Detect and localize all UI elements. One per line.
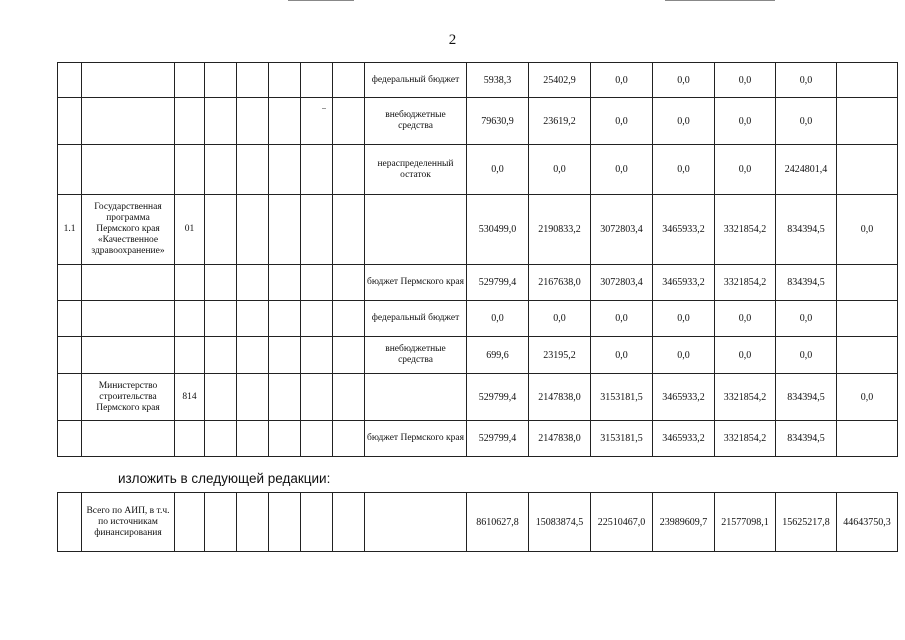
funding-source-cell [365,374,467,421]
empty-cell [301,421,333,457]
row-number-cell [58,374,82,421]
budget-table-top [57,62,898,457]
object-name-cell [82,98,175,145]
empty-cell [237,374,269,421]
value-cell: 0,0 [591,63,653,98]
value-cell [837,145,898,195]
empty-cell [205,337,237,374]
value-cell: 0,0 [776,98,837,145]
empty-cell [333,374,365,421]
empty-cell [301,98,333,145]
value-cell: 23195,2 [529,337,591,374]
empty-cell [205,98,237,145]
row-number-cell: 1.1 [58,195,82,265]
funding-source-cell: нераспределенный остаток [365,145,467,195]
empty-cell [237,98,269,145]
empty-cell [301,145,333,195]
value-cell: 25402,9 [529,63,591,98]
empty-cell [301,337,333,374]
row-number-cell [58,265,82,301]
value-cell: 0,0 [653,301,715,337]
empty-cell [269,337,301,374]
value-cell [837,301,898,337]
value-cell: 0,0 [529,145,591,195]
row-number-cell [58,145,82,195]
value-cell: 0,0 [591,145,653,195]
value-cell: 3465933,2 [653,195,715,265]
empty-cell [205,301,237,337]
empty-cell [205,63,237,98]
value-cell: 0,0 [715,63,776,98]
object-name-cell [82,337,175,374]
empty-cell [269,374,301,421]
empty-cell [269,63,301,98]
value-cell: 834394,5 [776,195,837,265]
code-cell [175,301,205,337]
empty-cell [269,265,301,301]
table-row [58,63,898,98]
table-top-body [58,63,898,457]
value-cell: 0,0 [776,337,837,374]
value-cell [837,337,898,374]
subheading: изложить в следующей редакции: [118,471,331,486]
value-cell: 0,0 [837,195,898,265]
empty-cell [237,265,269,301]
funding-source-cell: бюджет Пермского края [365,265,467,301]
value-cell: 0,0 [715,98,776,145]
empty-cell [237,337,269,374]
value-cell: 3465933,2 [653,265,715,301]
funding-source-cell [365,493,467,552]
value-cell: 23989609,7 [653,493,715,552]
value-cell: 0,0 [467,145,529,195]
value-cell: 79630,9 [467,98,529,145]
value-cell: 22510467,0 [591,493,653,552]
value-cell: 530499,0 [467,195,529,265]
empty-cell [333,195,365,265]
value-cell: 3465933,2 [653,421,715,457]
value-cell: 23619,2 [529,98,591,145]
empty-cell [205,421,237,457]
value-cell: 3072803,4 [591,265,653,301]
empty-cell [237,145,269,195]
top-rule-right [665,0,775,1]
table-row [58,195,898,265]
code-cell [175,493,205,552]
empty-cell [333,265,365,301]
value-cell: 3321854,2 [715,421,776,457]
empty-cell [237,421,269,457]
table-row [58,265,898,301]
page-number: 2 [448,32,457,48]
object-name-cell: Государственная программа Пермского края «Качественное здравоохранение» [82,195,175,265]
value-cell: 0,0 [715,337,776,374]
table-row [58,421,898,457]
value-cell: 2147838,0 [529,421,591,457]
row-number-cell [58,301,82,337]
value-cell: 15083874,5 [529,493,591,552]
table-bottom-body [58,493,898,552]
code-cell [175,421,205,457]
value-cell: 0,0 [776,301,837,337]
empty-cell [333,301,365,337]
row-number-cell [58,98,82,145]
value-cell: 699,6 [467,337,529,374]
value-cell: 8610627,8 [467,493,529,552]
value-cell: 3465933,2 [653,374,715,421]
value-cell: 2167638,0 [529,265,591,301]
empty-cell [237,63,269,98]
empty-cell [237,195,269,265]
value-cell: 0,0 [467,301,529,337]
value-cell: 0,0 [591,98,653,145]
table-row [58,493,898,552]
table-row [58,98,898,145]
value-cell [837,63,898,98]
object-name-cell [82,265,175,301]
value-cell: 0,0 [529,301,591,337]
value-cell: 3153181,5 [591,374,653,421]
empty-cell [333,98,365,145]
empty-cell [301,493,333,552]
value-cell: 0,0 [776,63,837,98]
value-cell: 2190833,2 [529,195,591,265]
empty-cell [301,195,333,265]
table-row [58,374,898,421]
empty-cell [301,265,333,301]
object-name-cell [82,301,175,337]
value-cell: 0,0 [653,98,715,145]
budget-table-bottom [57,492,898,552]
funding-source-cell: бюджет Пермского края [365,421,467,457]
value-cell: 529799,4 [467,421,529,457]
value-cell [837,98,898,145]
code-cell: 814 [175,374,205,421]
empty-cell [269,195,301,265]
code-cell [175,98,205,145]
empty-cell [333,145,365,195]
empty-cell [301,374,333,421]
value-cell: 21577098,1 [715,493,776,552]
code-cell [175,145,205,195]
value-cell: 529799,4 [467,374,529,421]
empty-cell [237,301,269,337]
code-cell [175,337,205,374]
row-number-cell [58,337,82,374]
top-rule-left [288,0,354,1]
value-cell: 15625217,8 [776,493,837,552]
empty-cell [301,301,333,337]
funding-source-cell: федеральный бюджет [365,301,467,337]
object-name-cell: Министерство строительства Пермского края [82,374,175,421]
value-cell: 0,0 [653,337,715,374]
value-cell: 2147838,0 [529,374,591,421]
value-cell: 5938,3 [467,63,529,98]
empty-cell [205,195,237,265]
empty-cell [237,493,269,552]
value-cell: 834394,5 [776,265,837,301]
code-cell [175,265,205,301]
funding-source-cell: федеральный бюджет [365,63,467,98]
empty-cell [205,145,237,195]
row-number-cell [58,493,82,552]
empty-cell [333,421,365,457]
value-cell: 834394,5 [776,374,837,421]
value-cell: 2424801,4 [776,145,837,195]
funding-source-cell: внебюджетные средства [365,337,467,374]
empty-cell [269,493,301,552]
code-cell [175,63,205,98]
value-cell: 3321854,2 [715,265,776,301]
value-cell [837,265,898,301]
empty-cell [205,493,237,552]
value-cell: 0,0 [591,337,653,374]
object-name-cell [82,145,175,195]
funding-source-cell: внебюджетные средства [365,98,467,145]
empty-cell [269,145,301,195]
value-cell: 0,0 [653,145,715,195]
value-cell: 0,0 [591,301,653,337]
empty-cell [269,98,301,145]
table-row [58,301,898,337]
value-cell: 3321854,2 [715,195,776,265]
empty-cell [333,337,365,374]
value-cell: 0,0 [715,145,776,195]
object-name-cell [82,63,175,98]
value-cell: 0,0 [715,301,776,337]
empty-cell [269,301,301,337]
empty-cell [269,421,301,457]
value-cell: 3321854,2 [715,374,776,421]
row-number-cell [58,421,82,457]
value-cell [837,421,898,457]
value-cell: 44643750,3 [837,493,898,552]
value-cell: 3153181,5 [591,421,653,457]
empty-cell [301,63,333,98]
code-cell: 01 [175,195,205,265]
table-row [58,337,898,374]
value-cell: 529799,4 [467,265,529,301]
value-cell: 0,0 [653,63,715,98]
table-row [58,145,898,195]
empty-cell [205,265,237,301]
value-cell: 0,0 [837,374,898,421]
object-name-cell [82,421,175,457]
empty-cell [205,374,237,421]
value-cell: 834394,5 [776,421,837,457]
object-name-cell: Всего по АИП, в т.ч. по источникам финансирования [82,493,175,552]
funding-source-cell [365,195,467,265]
empty-cell [333,493,365,552]
value-cell: 3072803,4 [591,195,653,265]
empty-cell [333,63,365,98]
row-number-cell [58,63,82,98]
